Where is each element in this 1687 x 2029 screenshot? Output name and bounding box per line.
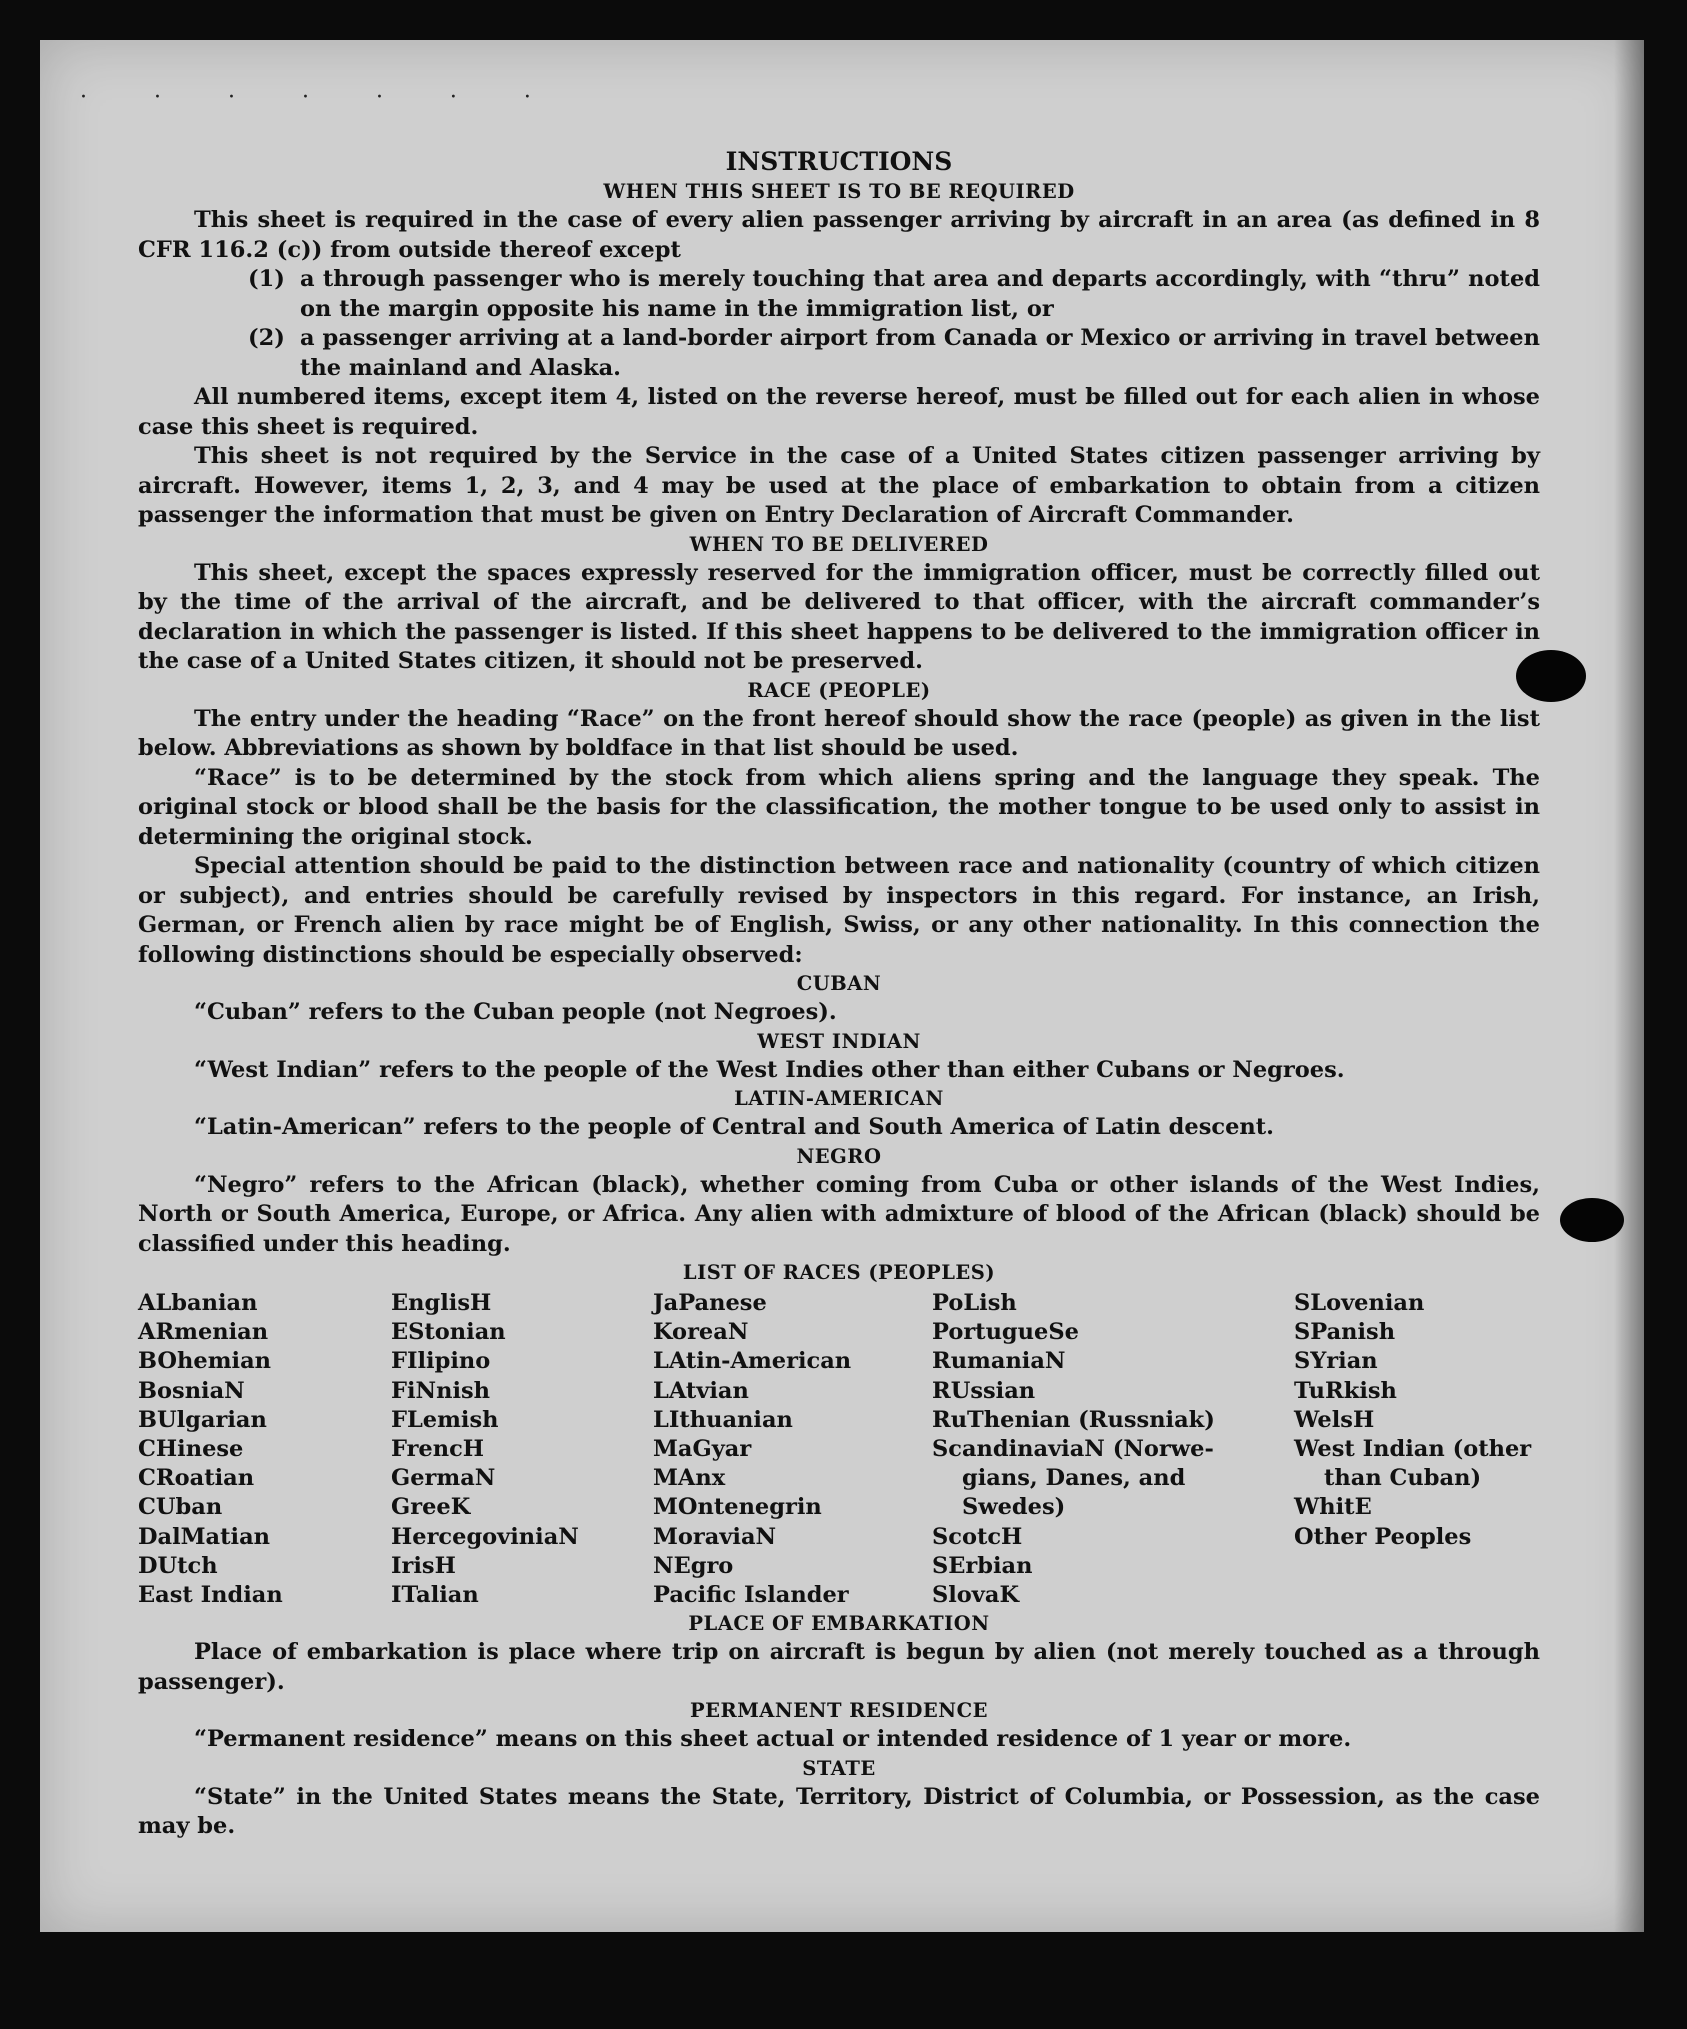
- race-entry: ARmenian: [138, 1319, 269, 1346]
- race-entry: RUssian: [932, 1377, 1036, 1404]
- page-title: INSTRUCTIONS: [725, 147, 953, 176]
- item-number: (1): [248, 266, 285, 292]
- race-entry: LAtin-American: [653, 1348, 852, 1375]
- race-entry: PortugueSe: [932, 1319, 1079, 1346]
- state-text: “State” in the United States means the State, Territory, District of Columbia, or Possession, as the case may be.: [138, 1783, 1540, 1840]
- speck-marks: · · · · · · ·: [80, 85, 561, 110]
- races-column-5: [1294, 1289, 1540, 1610]
- required-intro: This sheet is required in the case of every alien passenger arriving by aircraft in an area (as defined in 8 CFR 116.2 (c)) from outside thereof except: [138, 207, 1540, 263]
- race-entry: EnglisH: [391, 1290, 492, 1316]
- race-entry: SLovenian: [1294, 1290, 1425, 1316]
- race-entry: ScotcH: [932, 1523, 1023, 1550]
- delivered-text: This sheet, except the spaces expressly reserved for the immigration officer, must be correctly filled out by the time of the arrival of the aircraft, and be delivered to that officer, with the aircraft commander’s declaration in which the passenger is listed. If this sheet happens to be delivered to the immigration officer in the case of a United States citizen, it should not be preserved.: [138, 559, 1540, 674]
- race-entry: IrisH: [391, 1552, 456, 1579]
- heading-state: STATE: [802, 1756, 876, 1780]
- heading-negro: NEGRO: [796, 1144, 882, 1168]
- race-entry: Swedes): [962, 1494, 1066, 1521]
- heading-cuban: CUBAN: [796, 972, 882, 995]
- race-para-1: The entry under the heading “Race” on the front hereof should show the race (people) as given in the list below. Abbreviations as shown by boldface in that list should be used.: [138, 705, 1540, 761]
- race-entry: FrencH: [391, 1436, 485, 1463]
- latin-american-text: “Latin-American” refers to the people of Central and South America of Latin descent.: [194, 1114, 1274, 1140]
- race-entry: BOhemian: [138, 1348, 272, 1375]
- races-column-1: [138, 1289, 391, 1610]
- race-entry: ALbanian: [138, 1290, 258, 1316]
- races-column-4: [932, 1289, 1294, 1610]
- race-entry: HercegoviniaN: [391, 1523, 579, 1550]
- item-text: a through passenger who is merely touching that area and departs accordingly, with “thru” noted on the margin opposite his name in the immigration list, or: [300, 266, 1540, 322]
- heading-race: RACE (PEOPLE): [747, 678, 931, 702]
- heading-place-of-embarkation: PLACE OF EMBARKATION: [688, 1612, 990, 1636]
- race-entry: RumaniaN: [932, 1348, 1066, 1375]
- race-entry: BUlgarian: [138, 1406, 267, 1433]
- race-entry: WhitE: [1294, 1494, 1372, 1521]
- heading-list-of-races: LIST OF RACES (PEOPLES): [682, 1261, 996, 1284]
- race-entry: SErbian: [932, 1552, 1033, 1579]
- races-column-3: [653, 1289, 932, 1610]
- race-entry: NEgro: [653, 1552, 734, 1579]
- race-entry: LAtvian: [653, 1377, 749, 1404]
- race-entry: gians, Danes, and: [962, 1465, 1186, 1492]
- race-entry: KoreaN: [653, 1319, 749, 1346]
- race-entry: East Indian: [138, 1582, 283, 1609]
- negro-text: “Negro” refers to the African (black), whether coming from Cuba or other islands of the West Indies, North or South America, Europe, or Africa. Any alien with admixture of blood of the African (black) should be classified under this heading.: [138, 1171, 1540, 1257]
- heading-when-delivered: WHEN TO BE DELIVERED: [689, 532, 989, 556]
- race-entry: PoLish: [932, 1290, 1017, 1316]
- list-item: [248, 324, 1540, 383]
- race-entry: LIthuanian: [653, 1406, 793, 1433]
- heading-latin-american: LATIN-AMERICAN: [734, 1087, 944, 1110]
- race-entry: MOntenegrin: [653, 1494, 822, 1521]
- race-entry: MoraviaN: [653, 1523, 777, 1550]
- race-entry: DalMatian: [138, 1523, 271, 1550]
- item-text: a passenger arriving at a land-border airport from Canada or Mexico or arriving in travel between the mainland and Alaska.: [300, 325, 1540, 381]
- race-entry: ScandinaviaN (Norwe-: [932, 1436, 1214, 1463]
- race-entry: GermaN: [391, 1465, 496, 1492]
- race-entry: SPanish: [1294, 1319, 1396, 1346]
- race-entry: CHinese: [138, 1436, 244, 1463]
- heading-west-indian: WEST INDIAN: [757, 1029, 921, 1053]
- race-entry: CUban: [138, 1494, 223, 1521]
- race-para-2: “Race” is to be determined by the stock from which aliens spring and the language they speak. The original stock or blood shall be the basis for the classification, the mother tongue to be used only to assist in determining the original stock.: [138, 764, 1540, 850]
- race-entry: FiNnish: [391, 1377, 491, 1404]
- race-entry: MAnx: [653, 1465, 726, 1492]
- race-entry: FIlipino: [391, 1348, 491, 1375]
- races-table: [138, 1289, 1540, 1610]
- race-entry: FLemish: [391, 1406, 499, 1433]
- west-indian-text: “West Indian” refers to the people of the West Indies other than either Cubans or Negroes.: [194, 1056, 1345, 1083]
- residence-text: “Permanent residence” means on this sheet actual or intended residence of 1 year or more.: [194, 1726, 1352, 1753]
- cuban-text: “Cuban” refers to the Cuban people (not Negroes).: [194, 999, 837, 1025]
- race-para-3: Special attention should be paid to the distinction between race and nationality (country of which citizen or subject), and entries should be carefully revised by inspectors in this regard. For instance, an Irish, German, or French alien by race might be of English, Swiss, or any other nationality. In this connection the following distinctions should be especially observed:: [138, 853, 1540, 968]
- race-entry: SYrian: [1294, 1348, 1378, 1375]
- race-entry: BosniaN: [138, 1377, 245, 1404]
- race-entry: Pacific Islander: [653, 1582, 849, 1609]
- race-entry: MaGyar: [653, 1436, 752, 1463]
- race-entry: TuRkish: [1294, 1377, 1397, 1404]
- race-entry: West Indian (other: [1294, 1436, 1532, 1463]
- races-column-2: [391, 1289, 653, 1610]
- race-entry: ITalian: [391, 1582, 479, 1609]
- required-para-2: All numbered items, except item 4, listed on the reverse hereof, must be filled out for each alien in whose case this sheet is required.: [138, 384, 1540, 440]
- race-entry: Other Peoples: [1294, 1523, 1472, 1550]
- race-entry: EStonian: [391, 1319, 506, 1346]
- heading-permanent-residence: PERMANENT RESIDENCE: [689, 1699, 988, 1723]
- race-entry: WelsH: [1294, 1406, 1375, 1433]
- instructions-body: [138, 146, 1540, 1842]
- race-entry: SlovaK: [932, 1582, 1020, 1609]
- required-para-3: This sheet is not required by the Service in the case of a United States citizen passenger arriving by aircraft. However, items 1, 2, 3, and 4 may be used at the place of embarkation to obtain from a citizen passenger the information that must be given on Entry Declaration of Aircraft Commander.: [138, 443, 1540, 528]
- race-entry: than Cuban): [1324, 1465, 1482, 1492]
- list-item: [248, 265, 1540, 324]
- heading-when-required: WHEN THIS SHEET IS TO BE REQUIRED: [603, 180, 1075, 203]
- document-page: [40, 40, 1644, 1932]
- race-entry: GreeK: [391, 1494, 471, 1521]
- embarkation-text: Place of embarkation is place where trip on aircraft is begun by alien (not merely touched as a through passenger).: [138, 1639, 1540, 1695]
- race-entry: CRoatian: [138, 1465, 255, 1492]
- ink-blot-lower: [1560, 1198, 1624, 1242]
- race-entry: JaPanese: [653, 1290, 767, 1316]
- race-entry: DUtch: [138, 1552, 218, 1579]
- item-number: (2): [248, 325, 285, 351]
- race-entry: RuThenian (Russniak): [932, 1406, 1215, 1433]
